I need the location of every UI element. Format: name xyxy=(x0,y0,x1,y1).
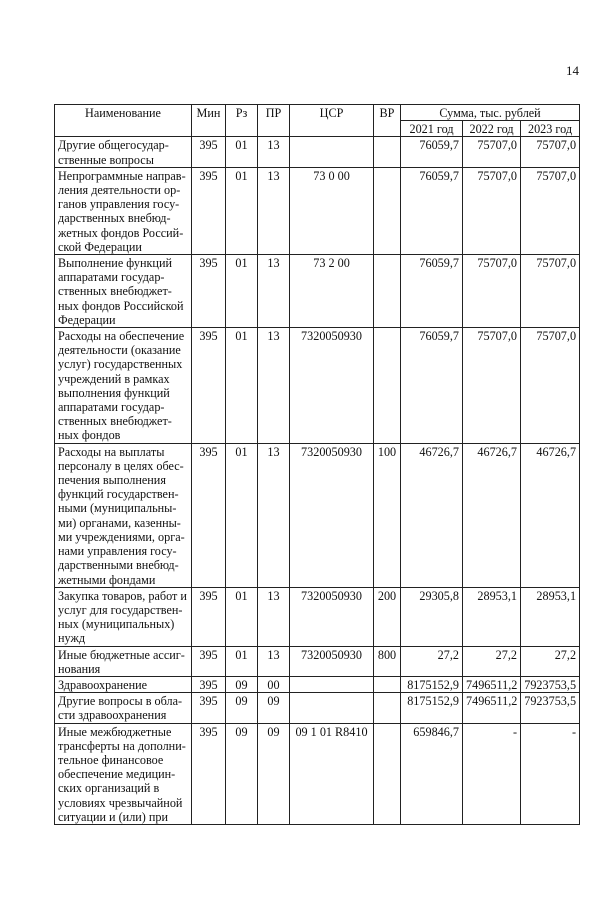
row-name-line: Здравоохранение xyxy=(58,677,148,692)
header-year-2023: 2023 год xyxy=(521,121,580,137)
header-year-2021: 2021 год xyxy=(401,121,463,137)
row-value-2021: 8175152,9 xyxy=(401,693,463,723)
table-body xyxy=(55,137,580,825)
row-name-line: условиях чрезвычайной xyxy=(58,795,183,810)
row-csr: 09 1 01 R8410 xyxy=(290,723,374,824)
table-row xyxy=(55,167,580,254)
row-value-2023: 46726,7 xyxy=(521,443,580,587)
table-row xyxy=(55,723,580,824)
table-row xyxy=(55,255,580,328)
row-min: 395 xyxy=(192,676,226,692)
row-name xyxy=(55,676,192,692)
row-value-2022: 75707,0 xyxy=(463,137,521,167)
row-name-line: Другие вопросы в обла- xyxy=(58,694,183,709)
row-name-line: деятельности (оказание xyxy=(58,343,181,358)
row-min: 395 xyxy=(192,587,226,646)
row-value-2023: 75707,0 xyxy=(521,328,580,444)
row-value-2023: 75707,0 xyxy=(521,167,580,254)
row-min: 395 xyxy=(192,137,226,167)
row-name-line: Закупка товаров, работ и xyxy=(58,588,187,603)
row-value-2021: 659846,7 xyxy=(401,723,463,824)
row-name-line: печения выполнения xyxy=(58,473,166,488)
row-min: 395 xyxy=(192,646,226,676)
row-csr: 73 0 00 xyxy=(290,167,374,254)
row-name-line: дарственными внебюд- xyxy=(58,558,179,573)
row-name-line: жетных фондов Россий- xyxy=(58,225,184,240)
row-value-2022: 7496511,2 xyxy=(463,676,521,692)
row-min: 395 xyxy=(192,443,226,587)
row-name-line: ственные вопросы xyxy=(58,152,154,167)
row-name-line: Расходы на выплаты xyxy=(58,444,165,459)
row-value-2022: 7496511,2 xyxy=(463,693,521,723)
row-vr: 200 xyxy=(374,587,401,646)
row-rz: 01 xyxy=(226,646,258,676)
row-rz: 09 xyxy=(226,723,258,824)
row-pr: 13 xyxy=(258,328,290,444)
row-name-line: услуг для государствен- xyxy=(58,602,183,617)
row-name-line: ских организаций в xyxy=(58,781,160,796)
row-value-2023: 7923753,5 xyxy=(521,676,580,692)
row-name-line: ственных внебюджет- xyxy=(58,414,172,429)
row-name-line: ственных внебюджет- xyxy=(58,284,172,299)
row-rz: 01 xyxy=(226,328,258,444)
row-name-line: ления деятельности ор- xyxy=(58,183,181,198)
row-csr: 73 2 00 xyxy=(290,255,374,328)
row-value-2023: 27,2 xyxy=(521,646,580,676)
row-name-line: Непрограммные направ- xyxy=(58,168,186,183)
row-name-line: функций государствен- xyxy=(58,487,179,502)
row-vr xyxy=(374,255,401,328)
header-vr: ВР xyxy=(374,105,401,137)
row-min: 395 xyxy=(192,167,226,254)
table-row xyxy=(55,693,580,723)
row-name-line: дарственных внебюд- xyxy=(58,211,171,226)
row-value-2023: 75707,0 xyxy=(521,137,580,167)
row-vr xyxy=(374,676,401,692)
row-csr: 7320050930 xyxy=(290,587,374,646)
row-value-2021: 76059,7 xyxy=(401,328,463,444)
table-row xyxy=(55,328,580,444)
row-name-line: жетными фондами xyxy=(58,572,156,587)
row-name-line: персоналу в целях обес- xyxy=(58,458,184,473)
row-min: 395 xyxy=(192,255,226,328)
row-name-line: ных (муниципальных) xyxy=(58,617,175,632)
row-csr xyxy=(290,137,374,167)
row-value-2022: 75707,0 xyxy=(463,328,521,444)
header-rz: Рз xyxy=(226,105,258,137)
row-csr: 7320050930 xyxy=(290,646,374,676)
row-name xyxy=(55,167,192,254)
row-value-2021: 76059,7 xyxy=(401,167,463,254)
table-row xyxy=(55,676,580,692)
budget-table xyxy=(54,104,580,825)
row-name-line: ганов управления госу- xyxy=(58,197,180,212)
row-pr: 13 xyxy=(258,255,290,328)
row-value-2022: 28953,1 xyxy=(463,587,521,646)
row-name-line: Выполнение функций xyxy=(58,256,172,271)
row-name xyxy=(55,255,192,328)
row-rz: 01 xyxy=(226,137,258,167)
row-value-2021: 27,2 xyxy=(401,646,463,676)
row-value-2023: 7923753,5 xyxy=(521,693,580,723)
row-value-2022: 27,2 xyxy=(463,646,521,676)
row-name-line: Иные межбюджетные xyxy=(58,724,172,739)
row-name-line: ми учреждениями, орга- xyxy=(58,529,185,544)
row-name-line: услуг) государственных xyxy=(58,357,183,372)
header-sum: Сумма, тыс. рублей xyxy=(401,105,580,121)
row-name-line: нужд xyxy=(58,631,86,646)
row-name xyxy=(55,646,192,676)
row-name-line: нования xyxy=(58,661,101,676)
row-value-2022: 46726,7 xyxy=(463,443,521,587)
row-name-line: выполнения функций xyxy=(58,385,170,400)
row-csr xyxy=(290,676,374,692)
row-vr xyxy=(374,167,401,254)
row-pr: 13 xyxy=(258,443,290,587)
row-name-line: тельное финансовое xyxy=(58,752,164,767)
row-min: 395 xyxy=(192,693,226,723)
row-pr: 13 xyxy=(258,137,290,167)
row-value-2021: 29305,8 xyxy=(401,587,463,646)
row-pr: 09 xyxy=(258,693,290,723)
row-name-line: обеспечение медицин- xyxy=(58,767,176,782)
row-name xyxy=(55,723,192,824)
table-row xyxy=(55,646,580,676)
row-name-line: нами управления госу- xyxy=(58,544,177,559)
row-name-line: Федерации xyxy=(58,312,116,327)
row-value-2022: 75707,0 xyxy=(463,167,521,254)
row-name xyxy=(55,328,192,444)
row-value-2021: 76059,7 xyxy=(401,137,463,167)
row-pr: 09 xyxy=(258,723,290,824)
row-value-2023: 75707,0 xyxy=(521,255,580,328)
row-vr xyxy=(374,723,401,824)
row-name xyxy=(55,587,192,646)
table-row xyxy=(55,443,580,587)
row-value-2023: - xyxy=(521,723,580,824)
row-vr: 100 xyxy=(374,443,401,587)
row-vr xyxy=(374,328,401,444)
header-name: Наименование xyxy=(55,105,192,137)
row-name-line: ных фондов Российской xyxy=(58,298,184,313)
row-pr: 00 xyxy=(258,676,290,692)
row-vr xyxy=(374,137,401,167)
header-min: Мин xyxy=(192,105,226,137)
row-min: 395 xyxy=(192,328,226,444)
row-name-line: Другие общегосудар- xyxy=(58,138,169,153)
row-name-line: аппаратами государ- xyxy=(58,270,165,285)
row-rz: 01 xyxy=(226,255,258,328)
header-csr: ЦСР xyxy=(290,105,374,137)
row-name-line: аппаратами государ- xyxy=(58,400,165,415)
row-value-2021: 76059,7 xyxy=(401,255,463,328)
row-rz: 09 xyxy=(226,693,258,723)
row-name xyxy=(55,137,192,167)
row-value-2022: 75707,0 xyxy=(463,255,521,328)
table-row xyxy=(55,587,580,646)
row-name-line: ми) органами, казенны- xyxy=(58,515,181,530)
row-rz: 01 xyxy=(226,167,258,254)
row-vr: 800 xyxy=(374,646,401,676)
table-row xyxy=(55,137,580,167)
row-name-line: ными (муниципальны- xyxy=(58,501,177,516)
row-value-2022: - xyxy=(463,723,521,824)
row-value-2023: 28953,1 xyxy=(521,587,580,646)
row-value-2021: 8175152,9 xyxy=(401,676,463,692)
row-pr: 13 xyxy=(258,587,290,646)
row-name xyxy=(55,443,192,587)
row-pr: 13 xyxy=(258,167,290,254)
row-name-line: учреждений в рамках xyxy=(58,371,170,386)
row-name-line: Иные бюджетные ассиг- xyxy=(58,647,185,662)
row-name-line: ситуации и (или) при xyxy=(58,809,169,824)
row-name xyxy=(55,693,192,723)
header-year-2022: 2022 год xyxy=(463,121,521,137)
row-min: 395 xyxy=(192,723,226,824)
row-name-line: ской Федерации xyxy=(58,239,142,254)
row-name-line: Расходы на обеспечение xyxy=(58,329,185,344)
row-csr xyxy=(290,693,374,723)
page-number: 14 xyxy=(566,63,579,78)
row-name-line: сти здравоохранения xyxy=(58,708,167,723)
row-csr: 7320050930 xyxy=(290,328,374,444)
header-pr: ПР xyxy=(258,105,290,137)
row-name-line: трансферты на дополни- xyxy=(58,738,186,753)
row-rz: 01 xyxy=(226,443,258,587)
row-pr: 13 xyxy=(258,646,290,676)
row-value-2021: 46726,7 xyxy=(401,443,463,587)
row-rz: 09 xyxy=(226,676,258,692)
row-name-line: ных фондов xyxy=(58,428,121,443)
row-rz: 01 xyxy=(226,587,258,646)
row-csr: 7320050930 xyxy=(290,443,374,587)
row-vr xyxy=(374,693,401,723)
